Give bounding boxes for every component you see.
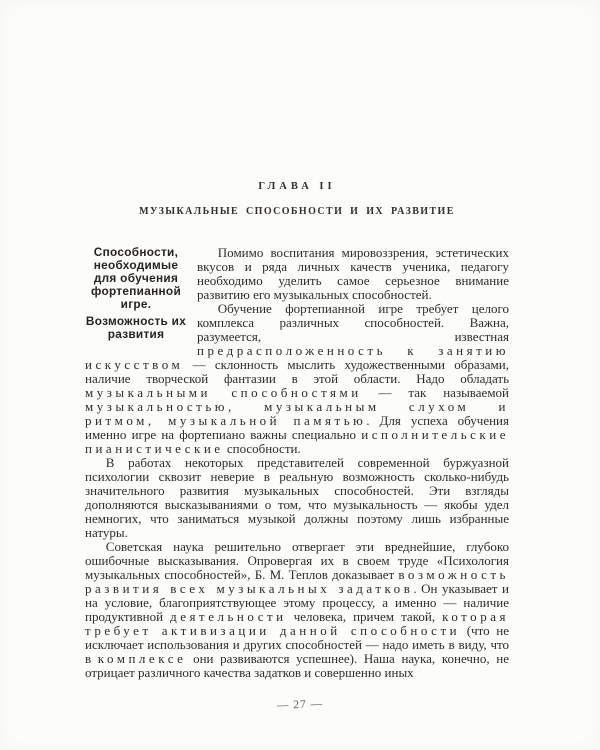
emphasis-spaced-text: деятельности	[170, 609, 287, 624]
emphasis-spaced-text: предрасположенность к занятию искусством	[85, 343, 509, 372]
body-text-run: В работах некоторых представителей современной буржуазной психологии сквозит неверие в реальную возможность сколько-нибудь значительного развития музыкальных способностей. Эти взгляды дополняются высказываниями о том, что музыкальность — якобы удел немногих, что заниматься музыкой должны поэтому лишь избранные натуры.	[85, 455, 509, 540]
emphasis-spaced-text: возможность развития всех музыкальных задатков	[85, 567, 509, 596]
emphasis-spaced-text: комплексе	[97, 651, 187, 666]
body-text-run: способности.	[223, 441, 301, 456]
body-text	[85, 246, 509, 680]
margin-note-item: Способности, необходимые для обучения фортепианной игре.	[90, 245, 181, 311]
page-number: — 27 —	[276, 698, 324, 712]
body-text-run: . Для успеха обучения именно игре на фортепиано важны специально	[85, 413, 509, 442]
body-text-run: (что не исключает использования и других способностей — надо иметь в виду, что в	[85, 623, 509, 666]
paragraph	[85, 456, 509, 540]
body-text-run: они развиваются успешнее). Наша наука, конечно, не отрицает различного качества задатков и совершенно иных	[85, 651, 510, 680]
paragraph	[85, 540, 509, 680]
chapter-heading: ГЛАВА II	[258, 181, 336, 192]
margin-note-item: Возможность их развития	[85, 314, 187, 341]
body-text-run: — склонность мыслить художественными образами, наличие творческой фантазии в этой области. Надо обладать	[85, 357, 509, 386]
emphasis-spaced-text: музыкальностью, музыкальным слухом и ритмом, музыкальной памятью	[85, 399, 509, 428]
emphasis-spaced-text: музыкальными способностями	[85, 385, 362, 400]
body-text-run: Обучение фортепианной игре требует целого комплекса различных способностей. Важна, разумеется, известная	[197, 301, 509, 344]
body-text-run: . Он указывает и на условие, благоприятствующее этому процессу, а именно — наличие продуктивной	[85, 581, 509, 624]
margin-note	[85, 246, 187, 341]
body-text-run: Помимо воспитания мировоззрения, эстетических вкусов и ряда личных качеств ученика, педагогу необходимо уделить самое серьезное внимание развитию его музыкальных способностей.	[197, 245, 509, 302]
emphasis-spaced-text: которая требует активизации данной способности	[85, 609, 509, 638]
page-title: МУЗЫКАЛЬНЫЕ СПОСОБНОСТИ И ИХ РАЗВИТИЕ	[139, 206, 455, 217]
body-text-run: человека, причем такой,	[286, 609, 443, 624]
emphasis-spaced-text: исполнительские пианистические	[85, 427, 509, 456]
body-text-run: — так называемой	[361, 385, 510, 400]
body-text-run: Советская наука решительно отвергает эти вреднейшие, глубоко ошибочные высказывания. Опровергая их в своем труде «Психология музыкальных способностей», Б. М. Теплов доказывает	[85, 539, 509, 582]
